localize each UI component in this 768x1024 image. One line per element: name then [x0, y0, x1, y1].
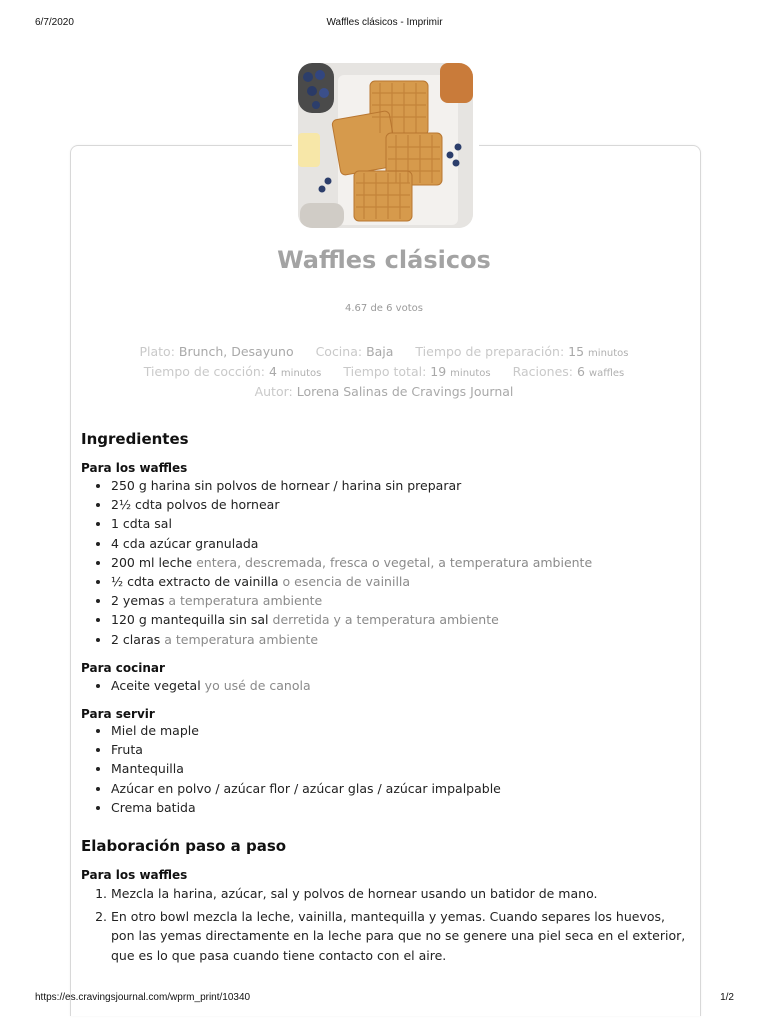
total-time-value: 19 — [430, 364, 447, 379]
ingredient-item: • Azúcar en polvo / azúcar flor / azúcar glas / azúcar impalpable — [111, 779, 711, 798]
print-url: https://es.cravingsjournal.com/wprm_print/10340 — [35, 992, 251, 1003]
prep-time-unit: minutos — [588, 348, 629, 359]
ingredient-item: • 1 cdta sal — [111, 514, 711, 533]
ingredient-note: a temperatura ambiente — [168, 593, 323, 609]
instruction-group-title: Para los waffles — [81, 868, 188, 882]
ingredient-item: • Aceite vegetal yo usé de canola — [111, 676, 711, 695]
ingredient-item: • Miel de maple — [111, 721, 711, 740]
ingredient-item: • Fruta — [111, 740, 711, 759]
instruction-list — [81, 884, 691, 968]
ingredient-item: • Crema batida — [111, 798, 711, 817]
ingredient-note: a temperatura ambiente — [164, 631, 319, 647]
recipe-meta-row-2 — [0, 364, 768, 379]
total-time-label: Tiempo total: — [343, 364, 427, 379]
print-title: Waffles clásicos - Imprimir — [326, 17, 443, 28]
course-value: Brunch, Desayuno — [178, 344, 294, 359]
ingredient-item: • 200 ml leche entera, descremada, fresca o vegetal, a temperatura ambiente — [111, 553, 711, 572]
print-date: 6/7/2020 — [35, 17, 74, 28]
ingredient-note: entera, descremada, fresca o vegetal, a temperatura ambiente — [196, 554, 593, 570]
ingredient-item: • Mantequilla — [111, 759, 711, 778]
recipe-meta-row-1 — [0, 344, 768, 359]
course-label: Plato: — [139, 344, 175, 359]
difficulty-value: Baja — [366, 344, 394, 359]
author-value: Lorena Salinas de Cravings Journal — [296, 384, 514, 399]
ingredient-note: derretida y a temperatura ambiente — [272, 612, 499, 628]
ingredient-note: yo usé de canola — [204, 678, 311, 693]
print-footer — [35, 992, 734, 1006]
print-header — [35, 17, 734, 31]
recipe-photo — [298, 63, 473, 228]
ingredient-item: • ½ cdta extracto de vainilla o esencia de vainilla — [111, 572, 711, 591]
total-time-unit: minutos — [450, 368, 491, 379]
instruction-step: 1. Mezcla la harina, azúcar, sal y polvos de hornear usando un batidor de mano. — [111, 884, 691, 904]
recipe-rating: 4.67 de 6 votos — [345, 303, 423, 314]
recipe-meta-row-3 — [0, 384, 768, 399]
ingredient-item: • 2 yemas a temperatura ambiente — [111, 591, 711, 610]
cook-time-label: Tiempo de cocción: — [143, 364, 265, 379]
print-page-number: 1/2 — [720, 992, 734, 1003]
ingredient-list — [81, 676, 711, 695]
prep-time-value: 15 — [568, 344, 585, 359]
ingredient-item: • 120 g mantequilla sin sal derretida y a temperatura ambiente — [111, 610, 711, 629]
servings-label: Raciones: — [512, 364, 573, 379]
instructions-heading: Elaboración paso a paso — [81, 837, 287, 855]
servings-value: 6 — [576, 364, 585, 379]
prep-time-label: Tiempo de preparación: — [415, 344, 565, 359]
author-label: Autor: — [254, 384, 293, 399]
ingredient-item: • 2 claras a temperatura ambiente — [111, 630, 711, 649]
instruction-step: 2. En otro bowl mezcla la leche, vainilla, mantequilla y yemas. Cuando separes los huevos, pon las yemas directamente en la leche para que no se genere una piel seca en el exterior, que es lo que pasa cuando tiene contacto con el aire. — [111, 907, 691, 966]
ingredient-note: o esencia de vainilla — [282, 574, 411, 590]
cook-time-value: 4 — [268, 364, 277, 379]
ingredient-group-title: Para los waffles — [81, 461, 188, 475]
ingredient-list — [81, 721, 711, 817]
ingredient-item: • 4 cda azúcar granulada — [111, 534, 711, 553]
ingredient-item: • 2½ cdta polvos de hornear — [111, 495, 711, 514]
ingredient-group-title: Para cocinar — [81, 661, 165, 675]
ingredients-heading: Ingredientes — [81, 430, 189, 448]
ingredient-list — [81, 476, 711, 649]
recipe-title: Waffles clásicos — [277, 246, 491, 274]
difficulty-label: Cocina: — [315, 344, 363, 359]
servings-unit: waffles — [588, 368, 625, 379]
ingredient-group-title: Para servir — [81, 707, 155, 721]
cook-time-unit: minutos — [280, 368, 322, 379]
ingredient-item: • 250 g harina sin polvos de hornear / harina sin preparar — [111, 476, 711, 495]
